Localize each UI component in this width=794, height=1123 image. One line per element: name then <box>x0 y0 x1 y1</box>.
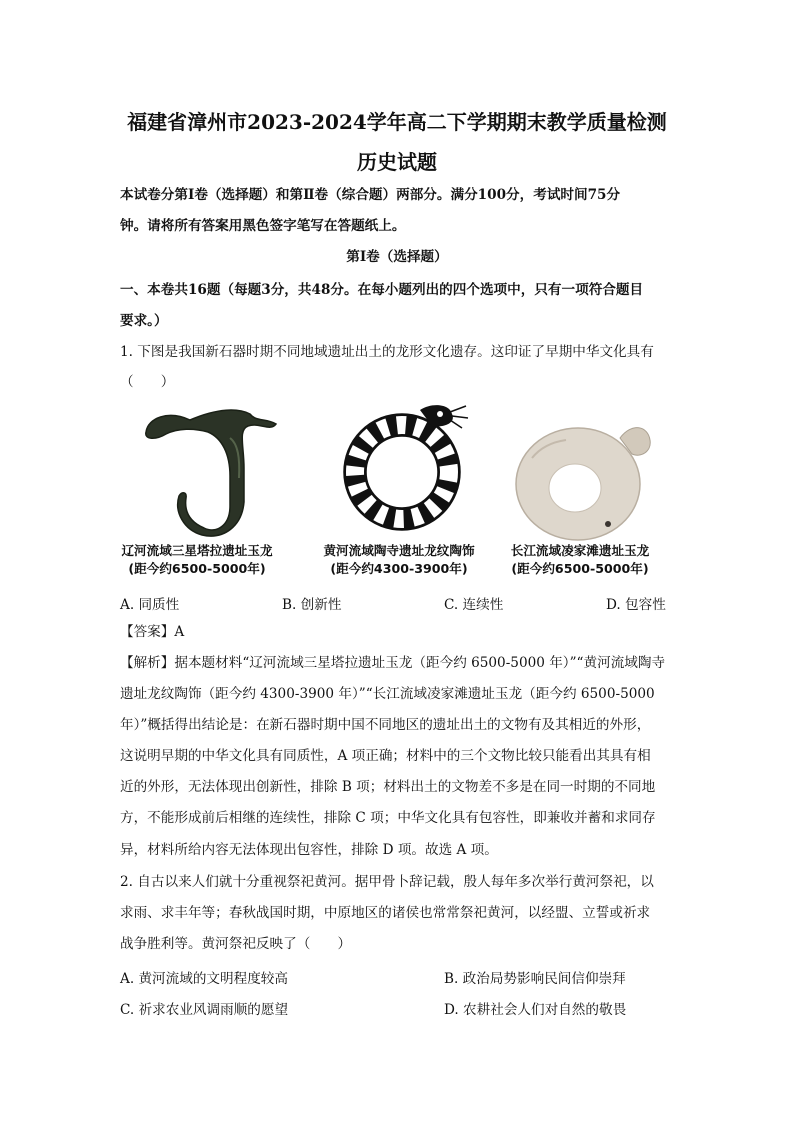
q1-caption-1-name: 辽河流域三星塔拉遗址玉龙 <box>121 543 273 558</box>
q1-analysis-4: 这说明早期的中华文化具有同质性，A 项正确；材料中的三个文物比较只能看出其具有相 <box>120 748 651 764</box>
q1-caption-3-date: (距今约6500-5000年) <box>511 561 649 576</box>
document-title: 福建省漳州市2023-2024学年高二下学期期末教学质量检测 <box>127 110 667 134</box>
q2-option-c: C. 祈求农业风调雨顺的愿望 <box>120 1002 289 1018</box>
q2-stem-3: 战争胜利等。黄河祭祀反映了（ ） <box>120 936 352 952</box>
q2-stem-1: 2. 自古以来人们就十分重视祭祀黄河。据甲骨卜辞记载，殷人每年多次举行黄河祭祀，以 <box>120 874 654 890</box>
q1-stem-1: 1. 下图是我国新石器时期不同地域遗址出土的龙形文化遗存。这印证了早期中华文化具有 <box>120 344 654 360</box>
q1-option-d: D. 包容性 <box>606 597 666 613</box>
q1-answer: 【答案】A <box>120 624 185 640</box>
intro-line-2: 钟。请将所有答案用黑色签字笔写在答题纸上。 <box>120 218 406 234</box>
q1-caption-2-date: (距今约4300-3900年) <box>330 561 468 576</box>
q1-analysis-5: 近的外形，无法体现出创新性，排除 B 项；材料出土的文物差不多是在同一时期的不同地 <box>120 779 656 795</box>
q1-caption-1-date: (距今约6500-5000年) <box>128 561 266 576</box>
q1-caption-1 <box>116 542 278 578</box>
q1-option-a: A. 同质性 <box>120 597 180 613</box>
q1-option-c: C. 连续性 <box>444 597 504 613</box>
section-title: 第Ⅰ卷（选择题） <box>346 249 448 265</box>
q1-caption-3 <box>496 542 664 578</box>
section-instruction-2: 要求。） <box>120 313 168 329</box>
q1-caption-2 <box>307 542 491 578</box>
q2-option-a: A. 黄河流域的文明程度较高 <box>120 971 288 987</box>
jade-c-dragon-icon <box>146 410 276 536</box>
document-subtitle: 历史试题 <box>357 150 437 174</box>
q1-caption-2-name: 黄河流域陶寺遗址龙纹陶饰 <box>323 543 475 558</box>
intro-line-1: 本试卷分第Ⅰ卷（选择题）和第Ⅱ卷（综合题）两部分。满分100分，考试时间75分 <box>120 187 621 203</box>
pottery-dragon-pattern-icon <box>344 405 468 530</box>
q2-option-b: B. 政治局势影响民间信仰崇拜 <box>444 971 626 987</box>
q1-analysis-7: 异，材料所给内容无法体现出包容性，排除 D 项。故选 A 项。 <box>120 842 498 858</box>
jade-ring-dragon-icon <box>516 428 650 540</box>
q1-analysis-2: 遗址龙纹陶饰（距今约 4300-3900 年）”“长江流域凌家滩遗址玉龙（距今约 6500-5000 <box>120 686 655 702</box>
q1-caption-3-name: 长江流域凌家滩遗址玉龙 <box>510 543 650 558</box>
section-instruction-1: 一、本卷共16题（每题3分，共48分。在每小题列出的四个选项中，只有一项符合题目 <box>120 282 644 298</box>
q2-stem-2: 求雨、求丰年等；春秋战国时期，中原地区的诸侯也常常祭祀黄河，以经盟、立誓或祈求 <box>120 905 651 921</box>
q2-option-d: D. 农耕社会人们对自然的敬畏 <box>444 1002 627 1018</box>
q1-stem-2: （ ） <box>120 374 175 390</box>
q1-option-b: B. 创新性 <box>282 597 342 613</box>
q1-analysis-6: 方，不能形成前后相继的连续性，排除 C 项；中华文化具有包容性，即兼收并蓄和求同存 <box>120 810 656 826</box>
q1-analysis-3: 年）”概括得出结论是：在新石器时期中国不同地区的遗址出土的文物有及其相近的外形， <box>120 717 651 733</box>
q1-analysis-1: 【解析】据本题材料“辽河流域三星塔拉遗址玉龙（距今约 6500-5000 年）”“黄河流域陶寺 <box>120 655 666 671</box>
